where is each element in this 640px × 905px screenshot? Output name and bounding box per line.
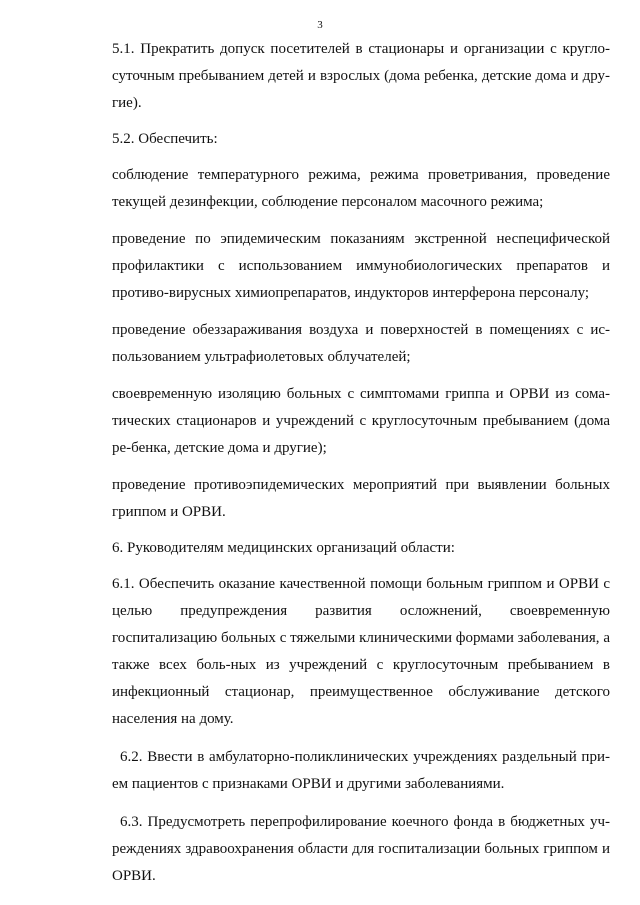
- paragraph-patient-isolation: своевременную изоляцию больных с симптомами гриппа и ОРВИ из сома-тических стационаров и учреждений с круглосуточным пребыванием (дома ре-бенка, детские дома и другие);: [112, 386, 610, 456]
- paragraph-5-2: 5.2. Обеспечить:: [112, 131, 218, 147]
- paragraph-section-6: 6. Руководителям медицинских организаций области:: [112, 540, 455, 556]
- paragraph-6-3: 6.3. Предусмотреть перепрофилирование коечного фонда в бюджетных уч-реждениях здравоохранения области для госпитализации больных гриппом и ОРВИ.: [112, 814, 610, 884]
- paragraph-5-1: 5.1. Прекратить допуск посетителей в стационары и организации с кругло-суточным пребыванием детей и взрослых (дома ребенка, детские дома и дру-гие).: [112, 41, 610, 111]
- paragraph-air-disinfection: проведение обеззараживания воздуха и поверхностей в помещениях с ис-пользованием ультрафиолетовых облучателей;: [112, 322, 610, 365]
- document-body: [112, 36, 610, 890]
- paragraph-6-1: 6.1. Обеспечить оказание качественной помощи больным гриппом и ОРВИ с целью предупреждения развития осложнений, своевременную госпитализацию больных с тяжелыми клиническими формами заболевания, а также всех боль-ных из учреждений с круглосуточным пребыванием в инфекционный стационар, преимущественное обслуживание детского населения на дому.: [112, 576, 610, 727]
- paragraph-antiepidemic-measures: проведение противоэпидемических мероприятий при выявлении больных гриппом и ОРВИ.: [112, 477, 610, 520]
- page-number: 3: [317, 19, 323, 31]
- paragraph-temperature-regime: соблюдение температурного режима, режима проветривания, проведение текущей дезинфекции, соблюдение персоналом масочного режима;: [112, 167, 610, 210]
- paragraph-6-2: 6.2. Ввести в амбулаторно-поликлинических учреждениях раздельный при-ем пациентов с признаками ОРВИ и другими заболеваниями.: [112, 749, 610, 792]
- paragraph-emergency-prophylaxis: проведение по эпидемическим показаниям экстренной неспецифической профилактики с использованием иммунобиологических препаратов и противо-вирусных химиопрепаратов, индукторов интерферона персоналу;: [112, 231, 610, 301]
